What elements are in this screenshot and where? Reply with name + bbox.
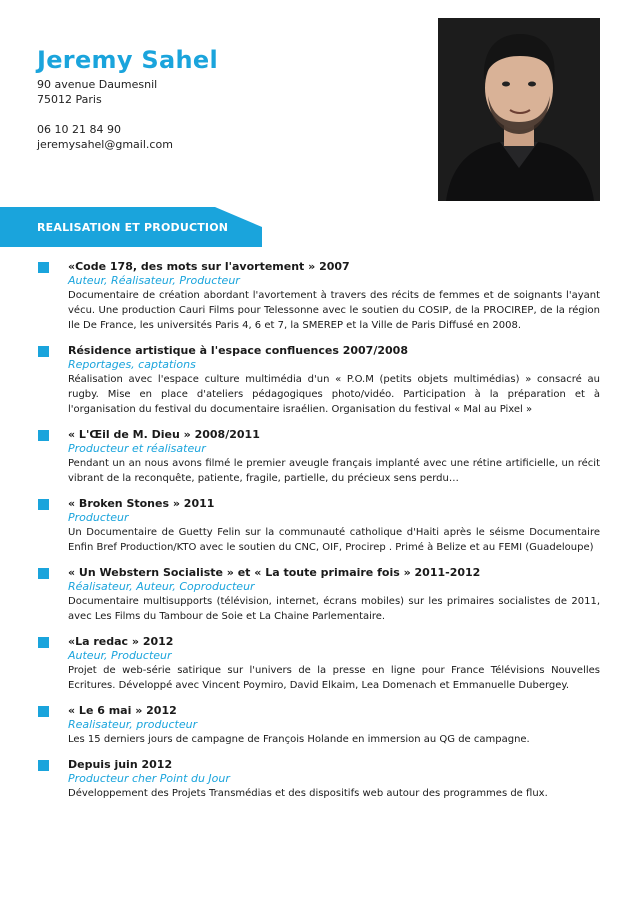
list-item	[0, 343, 600, 417]
entries-list	[0, 259, 638, 811]
list-item	[0, 496, 600, 555]
bullet-square-icon	[38, 499, 49, 510]
bullet-square-icon	[38, 262, 49, 273]
entry-title: « L'Œil de M. Dieu » 2008/2011	[68, 428, 260, 441]
entry-title: Résidence artistique à l'espace confluences 2007/2008	[68, 344, 408, 357]
list-item	[0, 427, 600, 486]
entry-description: Documentaire multisupports (télévision, internet, écrans mobiles) sur les primaires socialistes de 2011, avec Les Films du Tambour de Soie et La Chaine Parlementaire.	[68, 596, 600, 622]
email-address: jeremysahel@gmail.com	[37, 138, 173, 151]
entry-role: Réalisateur, Auteur, Coproducteur	[68, 580, 255, 593]
entry-description: Pendant un an nous avons filmé le premier aveugle français implanté avec une rétine artificielle, un récit vibrant de la reconquête, patiente, fragile, partielle, du précieux sens perdu…	[68, 458, 600, 484]
entry-description: Projet de web-série satirique sur l'univers de la presse en ligne pour France Télévisions Nouvelles Ecritures. Développé avec Vincent Poymiro, David Elkaim, Lea Domenach et Emmanuelle Dubergey.	[68, 665, 600, 691]
bullet-square-icon	[38, 637, 49, 648]
list-item	[0, 565, 600, 624]
bullet-square-icon	[38, 706, 49, 717]
portrait-illustration	[438, 18, 600, 201]
list-item	[0, 703, 600, 747]
entry-role: Auteur, Producteur	[68, 649, 172, 662]
entry-title: « Le 6 mai » 2012	[68, 704, 177, 717]
entry-title: Depuis juin 2012	[68, 758, 173, 771]
section-title: REALISATION ET PRODUCTION	[37, 221, 229, 234]
bullet-square-icon	[38, 760, 49, 771]
entry-role: Producteur	[68, 511, 129, 524]
list-item	[0, 259, 600, 333]
profile-photo	[438, 18, 600, 201]
entry-description: Un Documentaire de Guetty Felin sur la communauté catholique d'Haiti après le séisme Documentaire Enfin Bref Production/KTO avec le soutien du CNC, OIF, Procirep . Primé à Belize et au FEMI (Guadeloupe)	[68, 527, 600, 553]
bullet-square-icon	[38, 430, 49, 441]
entry-title: «La redac » 2012	[68, 635, 174, 648]
entry-description: Réalisation avec l'espace culture multimédia d'un « P.O.M (petits objets multimédias) » consacré au rugby. Mise en place d'ateliers pédagogiques photo/vidéo. Participation à la préparation et à l'organisation du festival du documentaire israélien. Organisation du festival « Mal au Pixel »	[68, 374, 600, 415]
entry-title: « Broken Stones » 2011	[68, 497, 215, 510]
address-line-2: 75012 Paris	[37, 93, 102, 106]
entry-description: Développement des Projets Transmédias et des dispositifs web autour des programmes de flux.	[68, 788, 548, 799]
entry-title: «Code 178, des mots sur l'avortement » 2007	[68, 260, 350, 273]
bullet-square-icon	[38, 346, 49, 357]
list-item	[0, 757, 600, 801]
person-name: Jeremy Sahel	[37, 46, 218, 74]
entry-role: Realisateur, producteur	[68, 718, 198, 731]
bullet-square-icon	[38, 568, 49, 579]
phone-number: 06 10 21 84 90	[37, 123, 121, 136]
entry-title: « Un Webstern Socialiste » et « La toute primaire fois » 2011-2012	[68, 566, 481, 579]
address-line-1: 90 avenue Daumesnil	[37, 78, 158, 91]
entry-role: Producteur et réalisateur	[68, 442, 206, 455]
entry-description: Documentaire de création abordant l'avortement à travers des récits de femmes et de soignants l'ayant vécu. Une production Cauri Films pour Telessonne avec le soutien du COSIP, de la PROCIREP, de la région Ile De France, les universités Paris 4, 6 et 7, la SMEREP et la Ville de Paris Diffusé en 2008.	[68, 290, 600, 331]
entry-role: Producteur cher Point du Jour	[68, 772, 230, 785]
entry-description: Les 15 derniers jours de campagne de François Holande en immersion au QG de campagne.	[68, 734, 530, 745]
list-item	[0, 634, 600, 693]
entry-role: Reportages, captations	[68, 358, 196, 371]
entry-role: Auteur, Réalisateur, Producteur	[68, 274, 240, 287]
